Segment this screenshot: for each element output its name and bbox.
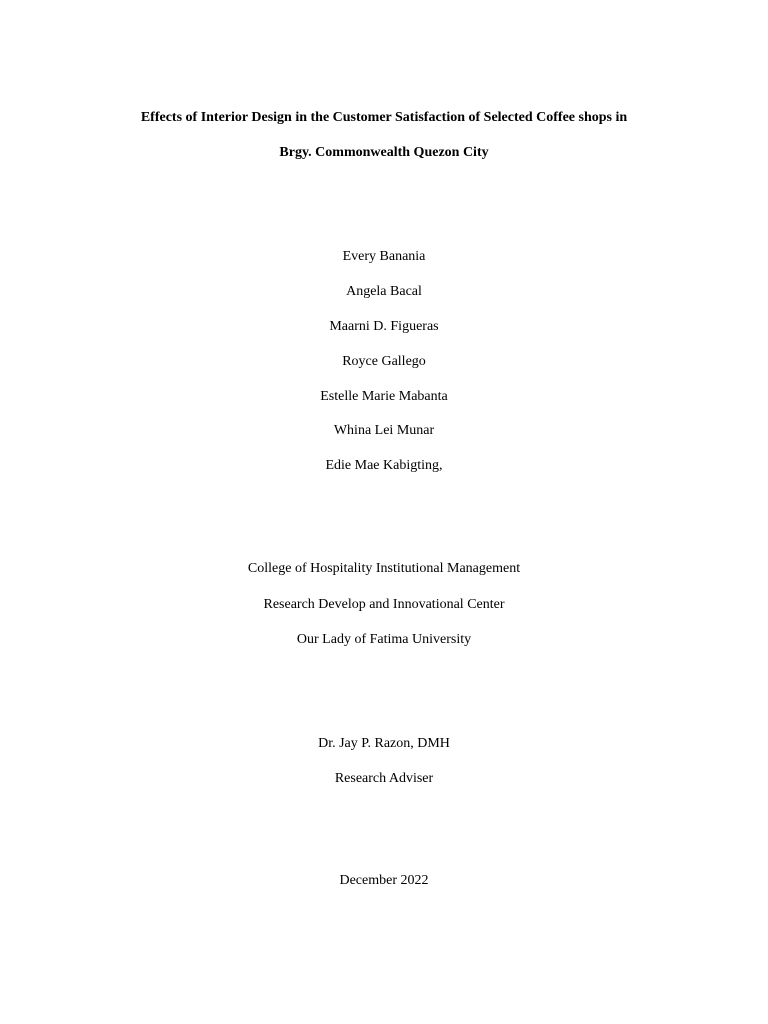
author-name: Whina Lei Munar bbox=[333, 423, 435, 438]
author-name: Every Banania bbox=[342, 249, 426, 264]
research-center-name: Research Develop and Innovational Center bbox=[263, 597, 505, 612]
document-title-line-2: Brgy. Commonwealth Quezon City bbox=[279, 145, 489, 160]
author-name: Royce Gallego bbox=[342, 354, 426, 369]
university-name: Our Lady of Fatima University bbox=[296, 632, 472, 647]
author-name: Angela Bacal bbox=[346, 284, 422, 299]
adviser-name: Dr. Jay P. Razon, DMH bbox=[318, 736, 450, 751]
author-name: Maarni D. Figueras bbox=[329, 319, 439, 334]
document-title-line-1: Effects of Interior Design in the Customer Satisfaction of Selected Coffee shops in bbox=[140, 110, 628, 125]
submission-date: December 2022 bbox=[339, 873, 429, 888]
adviser-role: Research Adviser bbox=[334, 771, 434, 786]
author-name: Edie Mae Kabigting, bbox=[325, 458, 443, 473]
college-name: College of Hospitality Institutional Management bbox=[247, 561, 521, 576]
author-name: Estelle Marie Mabanta bbox=[320, 389, 448, 404]
